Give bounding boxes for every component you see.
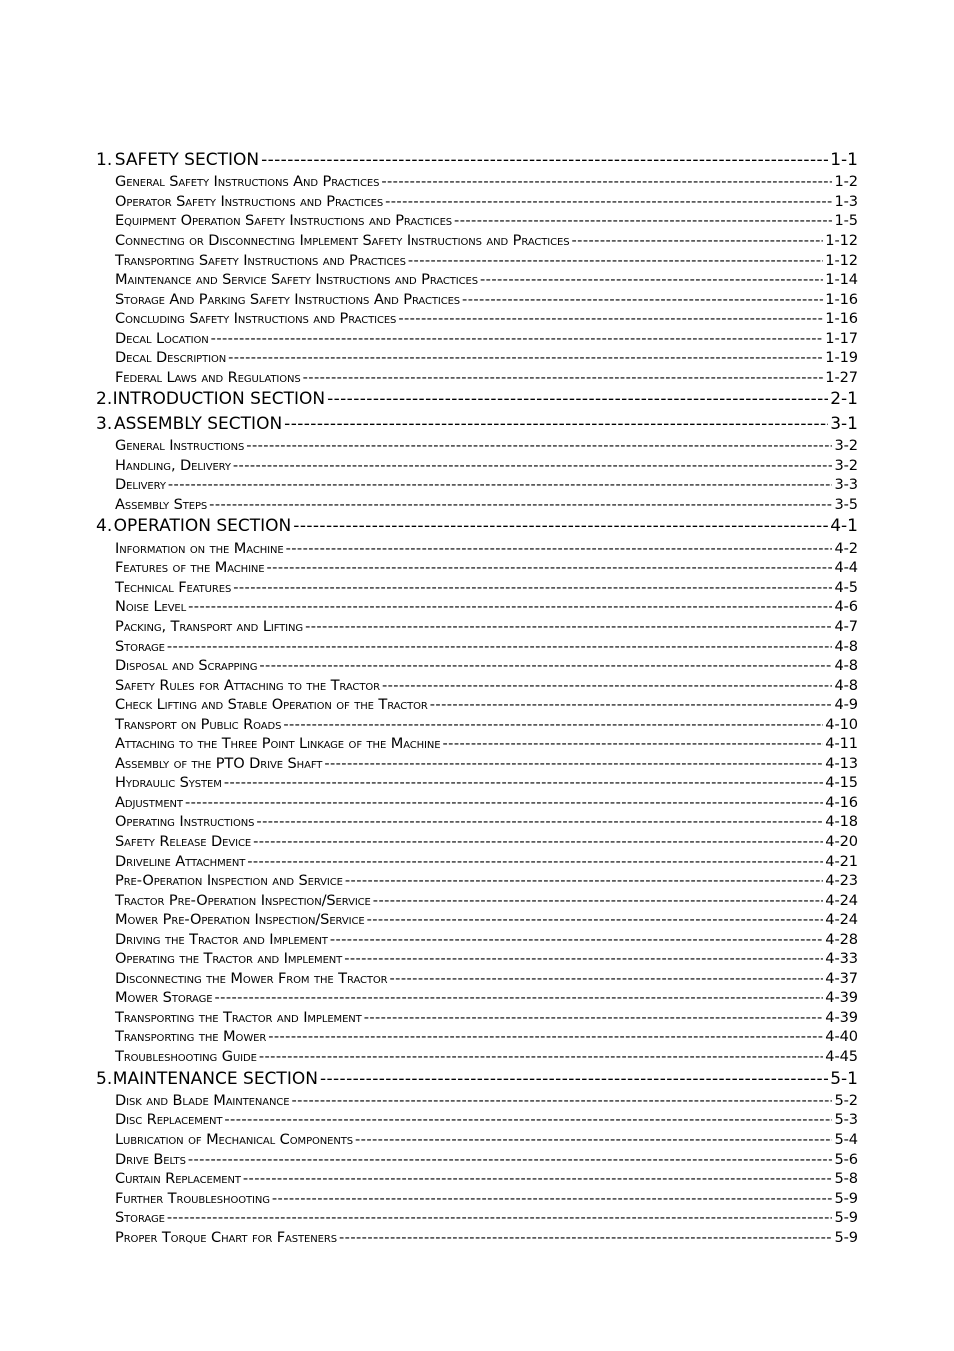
toc-subsection-entry[interactable] xyxy=(96,734,858,754)
toc-subsection-entry[interactable] xyxy=(96,812,858,832)
toc-subsection-entry[interactable] xyxy=(96,832,858,852)
toc-page-number: 1-14 xyxy=(825,271,858,289)
toc-entry-title: SAFETY SECTION xyxy=(114,150,260,170)
toc-subsection-entry[interactable] xyxy=(96,969,858,989)
toc-subsection-entry[interactable] xyxy=(96,715,858,735)
toc-entry-title: Transporting Safety Instructions and Practices xyxy=(115,251,406,269)
toc-subsection-entry[interactable] xyxy=(96,329,858,349)
toc-page-number: 4-7 xyxy=(834,617,858,635)
toc-entry-title: Storage xyxy=(115,1209,165,1227)
toc-entry-title: Safety Release Device xyxy=(115,832,252,850)
toc-section-number: 2. xyxy=(96,389,113,410)
toc-dash-leader xyxy=(167,637,833,657)
toc-page-number: 4-21 xyxy=(825,852,858,870)
toc-dash-leader xyxy=(284,412,828,436)
toc-entry-title: Disconnecting the Mower From the Tractor xyxy=(115,969,388,987)
toc-entry-title: Decal Location xyxy=(115,329,209,347)
toc-subsection-entry[interactable] xyxy=(96,436,858,456)
toc-page-number: 5-3 xyxy=(834,1111,858,1129)
toc-entry-title: OPERATION SECTION xyxy=(113,516,292,537)
toc-entry-title: Delivery xyxy=(115,476,166,494)
toc-page-number: 4-23 xyxy=(825,872,858,890)
toc-entry-title: Mower Storage xyxy=(115,989,213,1007)
toc-page-number: 2-1 xyxy=(830,389,858,410)
toc-entry-title: Connecting or Disconnecting Implement Safety Instructions and Practices xyxy=(115,232,570,250)
toc-entry-title: Handling, Delivery xyxy=(115,456,231,474)
toc-page-number: 5-1 xyxy=(830,1068,858,1089)
toc-page-number: 4-11 xyxy=(825,735,858,753)
toc-subsection-entry[interactable] xyxy=(96,1091,858,1111)
toc-entry-title: Driving the Tractor and Implement xyxy=(115,930,328,948)
toc-section-number: 5. xyxy=(96,1068,113,1089)
toc-page-number: 3-2 xyxy=(834,456,858,474)
toc-page-number: 1-17 xyxy=(825,329,858,347)
toc-dash-leader xyxy=(398,309,823,329)
toc-dash-leader xyxy=(247,852,823,872)
toc-page-number: 1-3 xyxy=(834,192,858,210)
toc-entry-title: Disk and Blade Maintenance xyxy=(115,1091,290,1109)
toc-entry-title: INTRODUCTION SECTION xyxy=(112,389,326,410)
toc-page-number: 5-2 xyxy=(834,1091,858,1109)
toc-dash-leader xyxy=(382,676,833,696)
toc-subsection-entry[interactable] xyxy=(96,1110,858,1130)
toc-section-number: 1. xyxy=(96,150,113,170)
toc-dash-leader xyxy=(256,812,823,832)
toc-entry-title: Operating Instructions xyxy=(115,813,255,831)
toc-page-number: 3-1 xyxy=(830,413,858,434)
toc-entry-title: Operating the Tractor and Implement xyxy=(115,950,343,968)
toc-page-number: 5-9 xyxy=(834,1228,858,1246)
toc-dash-leader xyxy=(320,1067,828,1091)
toc-page-number: 5-9 xyxy=(834,1189,858,1207)
toc-subsection-entry[interactable] xyxy=(96,1228,858,1248)
toc-entry-title: Information on the Machine xyxy=(115,539,284,557)
toc-entry-title: General Instructions xyxy=(115,437,245,455)
toc-dash-leader xyxy=(364,1008,824,1028)
toc-subsection-entry[interactable] xyxy=(96,930,858,950)
toc-entry-title: Disc Replacement xyxy=(115,1111,223,1129)
toc-dash-leader xyxy=(339,1228,832,1248)
toc-subsection-entry[interactable] xyxy=(96,172,858,192)
toc-page-number: 1-12 xyxy=(825,251,858,269)
toc-subsection-entry[interactable] xyxy=(96,1150,858,1170)
toc-entry-title: Safety Rules for Attaching to the Tractor xyxy=(115,676,380,694)
toc-dash-leader xyxy=(355,1130,832,1150)
toc-page-number: 3-5 xyxy=(834,495,858,513)
toc-page-number: 4-16 xyxy=(825,793,858,811)
toc-section-entry[interactable] xyxy=(96,514,858,538)
toc-entry-title: Hydraulic System xyxy=(115,774,222,792)
toc-entry-title: Decal Description xyxy=(115,349,227,367)
toc-dash-leader xyxy=(224,773,823,793)
toc-entry-title: Transporting the Mower xyxy=(115,1028,267,1046)
toc-subsection-entry[interactable] xyxy=(96,988,858,1008)
toc-subsection-entry[interactable] xyxy=(96,676,858,696)
toc-subsection-entry[interactable] xyxy=(96,309,858,329)
toc-dash-leader xyxy=(462,290,823,310)
toc-dash-leader xyxy=(286,539,833,559)
toc-entry-title: Driveline Attachment xyxy=(115,852,246,870)
toc-page-number: 4-18 xyxy=(825,813,858,831)
toc-page-number: 1-2 xyxy=(834,173,858,191)
toc-subsection-entry[interactable] xyxy=(96,558,858,578)
toc-subsection-entry[interactable] xyxy=(96,1189,858,1209)
toc-dash-leader xyxy=(480,270,823,290)
toc-subsection-entry[interactable] xyxy=(96,368,858,388)
toc-subsection-entry[interactable] xyxy=(96,637,858,657)
toc-subsection-entry[interactable] xyxy=(96,211,858,231)
toc-subsection-entry[interactable] xyxy=(96,475,858,495)
toc-entry-title: Features of the Machine xyxy=(115,559,265,577)
toc-dash-leader xyxy=(283,715,823,735)
toc-entry-title: Mower Pre-Operation Inspection/Service xyxy=(115,911,365,929)
toc-entry-title: Adjustment xyxy=(115,793,183,811)
toc-dash-leader xyxy=(243,1169,833,1189)
toc-entry-title: Tractor Pre-Operation Inspection/Service xyxy=(115,891,371,909)
toc-page-number: 3-2 xyxy=(834,437,858,455)
toc-subsection-entry[interactable] xyxy=(96,949,858,969)
toc-page-number: 4-8 xyxy=(834,676,858,694)
toc-entry-title: ASSEMBLY SECTION xyxy=(113,413,283,434)
toc-dash-leader xyxy=(261,148,828,172)
toc-subsection-entry[interactable] xyxy=(96,495,858,515)
toc-page-number: 4-9 xyxy=(834,696,858,714)
toc-entry-title: Pre-Operation Inspection and Service xyxy=(115,872,343,890)
toc-section-number: 4. xyxy=(96,516,113,537)
toc-section-entry[interactable] xyxy=(96,148,858,172)
toc-subsection-entry[interactable] xyxy=(96,539,858,559)
toc-subsection-entry[interactable] xyxy=(96,192,858,212)
toc-subsection-entry[interactable] xyxy=(96,1169,858,1189)
toc-entry-title: Noise Level xyxy=(115,598,187,616)
toc-entry-title: General Safety Instructions And Practices xyxy=(115,173,380,191)
toc-page-number: 4-1 xyxy=(830,516,858,537)
toc-dash-leader xyxy=(224,1110,832,1130)
toc-entry-title: Packing, Transport and Lifting xyxy=(115,617,304,635)
toc-page-number: 1-1 xyxy=(830,150,858,170)
toc-entry-title: Further Troubleshooting xyxy=(115,1189,270,1207)
toc-subsection-entry[interactable] xyxy=(96,656,858,676)
toc-entry-title: Concluding Safety Instructions and Practices xyxy=(115,310,397,328)
toc-page-number: 4-39 xyxy=(825,989,858,1007)
toc-dash-leader xyxy=(188,597,832,617)
toc-dash-leader xyxy=(209,495,832,515)
toc-dash-leader xyxy=(253,832,823,852)
toc-page-number: 1-16 xyxy=(825,310,858,328)
toc-entry-title: Assembly Steps xyxy=(115,495,208,513)
toc-page-number: 4-24 xyxy=(825,891,858,909)
toc-dash-leader xyxy=(367,910,824,930)
toc-entry-title: Storage xyxy=(115,637,165,655)
toc-dash-leader xyxy=(259,656,832,676)
toc-entry-title: Proper Torque Chart for Fasteners xyxy=(115,1228,337,1246)
toc-dash-leader xyxy=(381,172,832,192)
toc-subsection-entry[interactable] xyxy=(96,578,858,598)
toc-dash-leader xyxy=(267,558,833,578)
toc-subsection-entry[interactable] xyxy=(96,1008,858,1028)
toc-subsection-entry[interactable] xyxy=(96,1027,858,1047)
toc-page-number: 4-8 xyxy=(834,637,858,655)
toc-dash-leader xyxy=(454,211,832,231)
toc-page-number: 4-5 xyxy=(834,578,858,596)
toc-subsection-entry[interactable] xyxy=(96,617,858,637)
toc-subsection-entry[interactable] xyxy=(96,597,858,617)
toc-page-number: 1-27 xyxy=(825,368,858,386)
toc-entry-title: Transport on Public Roads xyxy=(115,715,282,733)
toc-page-number: 4-37 xyxy=(825,969,858,987)
toc-page-number: 3-3 xyxy=(834,476,858,494)
toc-dash-leader xyxy=(303,368,824,388)
toc-subsection-entry[interactable] xyxy=(96,695,858,715)
toc-subsection-entry[interactable] xyxy=(96,231,858,251)
toc-entry-title: Storage And Parking Safety Instructions And Practices xyxy=(115,290,461,308)
toc-entry-title: Transporting the Tractor and Implement xyxy=(115,1008,362,1026)
toc-dash-leader xyxy=(571,231,823,251)
toc-entry-title: Lubrication of Mechanical Components xyxy=(115,1131,354,1149)
toc-subsection-entry[interactable] xyxy=(96,910,858,930)
toc-page-number: 5-6 xyxy=(834,1150,858,1168)
toc-dash-leader xyxy=(167,1208,833,1228)
toc-dash-leader xyxy=(408,251,823,271)
toc-page-number: 4-20 xyxy=(825,832,858,850)
toc-page-number: 4-15 xyxy=(825,774,858,792)
toc-dash-leader xyxy=(305,617,832,637)
toc-dash-leader xyxy=(385,192,832,212)
toc-entry-title: Troubleshooting Guide xyxy=(115,1047,257,1065)
toc-subsection-entry[interactable] xyxy=(96,348,858,368)
toc-subsection-entry[interactable] xyxy=(96,251,858,271)
toc-subsection-entry[interactable] xyxy=(96,270,858,290)
toc-page-number: 4-6 xyxy=(834,598,858,616)
toc-page-number: 4-40 xyxy=(825,1028,858,1046)
toc-page-number: 4-24 xyxy=(825,911,858,929)
toc-subsection-entry[interactable] xyxy=(96,290,858,310)
toc-entry-title: Drive Belts xyxy=(115,1150,186,1168)
toc-entry-title: Curtain Replacement xyxy=(115,1170,241,1188)
toc-entry-title: Operator Safety Instructions and Practices xyxy=(115,192,384,210)
toc-page-number: 4-2 xyxy=(834,539,858,557)
toc-subsection-entry[interactable] xyxy=(96,852,858,872)
toc-subsection-entry[interactable] xyxy=(96,456,858,476)
toc-dash-leader xyxy=(430,695,833,715)
toc-page-number: 1-5 xyxy=(834,212,858,230)
toc-entry-title: MAINTENANCE SECTION xyxy=(112,1068,318,1089)
toc-section-entry[interactable] xyxy=(96,1067,858,1091)
toc-entry-title: Attaching to the Three Point Linkage of the Machine xyxy=(115,735,441,753)
toc-subsection-entry[interactable] xyxy=(96,1208,858,1228)
toc-dash-leader xyxy=(233,578,832,598)
toc-dash-leader xyxy=(228,348,823,368)
toc-dash-leader xyxy=(327,387,828,411)
toc-dash-leader xyxy=(168,475,833,495)
toc-page-number: 4-13 xyxy=(825,754,858,772)
toc-dash-leader xyxy=(344,949,823,969)
toc-entry-title: Equipment Operation Safety Instructions and Practices xyxy=(115,212,453,230)
toc-page-number: 4-33 xyxy=(825,950,858,968)
toc-dash-leader xyxy=(246,436,832,456)
toc-page-number: 4-4 xyxy=(834,559,858,577)
toc-dash-leader xyxy=(292,1091,833,1111)
toc-page-number: 1-19 xyxy=(825,349,858,367)
toc-entry-title: Check Lifting and Stable Operation of the Tractor xyxy=(115,696,428,714)
toc-page-number: 4-8 xyxy=(834,657,858,675)
toc-subsection-entry[interactable] xyxy=(96,1047,858,1067)
toc-dash-leader xyxy=(272,1189,833,1209)
toc-page-number: 1-12 xyxy=(825,232,858,250)
toc-dash-leader xyxy=(188,1150,833,1170)
toc-subsection-entry[interactable] xyxy=(96,773,858,793)
toc-page-number: 1-16 xyxy=(825,290,858,308)
toc-dash-leader xyxy=(330,930,823,950)
toc-page-number: 4-28 xyxy=(825,930,858,948)
toc-dash-leader xyxy=(324,754,823,774)
toc-entry-title: Federal Laws and Regulations xyxy=(115,368,301,386)
toc-page-number: 5-9 xyxy=(834,1209,858,1227)
toc-subsection-entry[interactable] xyxy=(96,1130,858,1150)
toc-dash-leader xyxy=(293,514,828,538)
toc-entry-title: Technical Features xyxy=(115,578,232,596)
table-of-contents xyxy=(96,148,858,1247)
toc-page-number: 4-45 xyxy=(825,1047,858,1065)
toc-dash-leader xyxy=(390,969,824,989)
toc-dash-leader xyxy=(233,456,833,476)
toc-subsection-entry[interactable] xyxy=(96,871,858,891)
toc-page-number: 4-39 xyxy=(825,1008,858,1026)
toc-entry-title: Disposal and Scrapping xyxy=(115,657,258,675)
toc-dash-leader xyxy=(345,871,823,891)
toc-dash-leader xyxy=(373,891,823,911)
toc-section-entry[interactable] xyxy=(96,387,858,411)
toc-dash-leader xyxy=(214,988,823,1008)
toc-dash-leader xyxy=(259,1047,823,1067)
toc-section-entry[interactable] xyxy=(96,412,858,436)
toc-dash-leader xyxy=(211,329,824,349)
toc-dash-leader xyxy=(443,734,824,754)
toc-page-number: 5-4 xyxy=(834,1131,858,1149)
toc-entry-title: Assembly of the PTO Drive Shaft xyxy=(115,754,323,772)
toc-subsection-entry[interactable] xyxy=(96,891,858,911)
toc-dash-leader xyxy=(268,1027,823,1047)
toc-page-number: 5-8 xyxy=(834,1170,858,1188)
toc-section-number: 3. xyxy=(96,413,113,434)
toc-subsection-entry[interactable] xyxy=(96,793,858,813)
toc-subsection-entry[interactable] xyxy=(96,754,858,774)
toc-page-number: 4-10 xyxy=(825,715,858,733)
toc-dash-leader xyxy=(185,793,823,813)
toc-entry-title: Maintenance and Service Safety Instructions and Practices xyxy=(115,271,478,289)
